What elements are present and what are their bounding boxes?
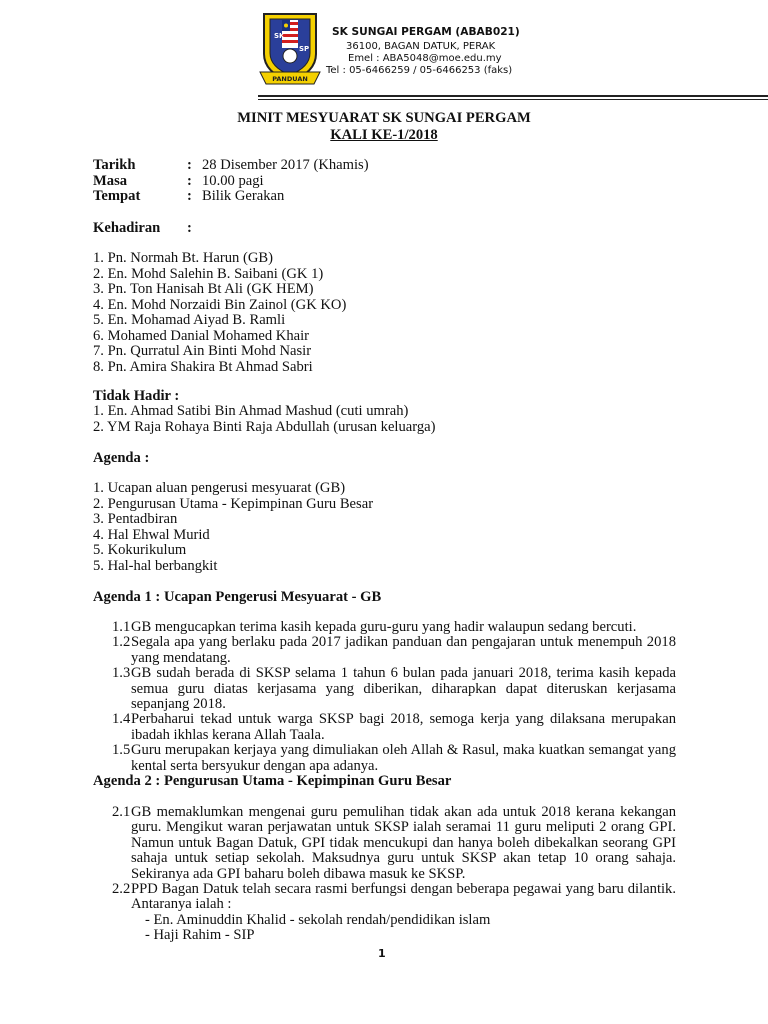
agenda-item: 1.4 Perbaharui tekad untuk warga SKSP bagi 2018, semoga kerja yang dilaksana merupakan ibadah ikhlas kerana Allah Taala.: [112, 711, 676, 743]
info-label: Tempat: [93, 188, 141, 204]
list-item: 2. Pengurusan Utama - Kepimpinan Guru Besar: [93, 495, 374, 512]
agenda-item: 2.2 PPD Bagan Datuk telah secara rasmi berfungsi dengan beberapa pegawai yang baru dilantik. Antaranya ialah :: [112, 881, 676, 913]
agenda-heading: Agenda :: [93, 450, 150, 466]
info-label: Masa: [93, 172, 128, 189]
list-item: 2. YM Raja Rohaya Binti Raja Abdullah (urusan keluarga): [93, 418, 436, 435]
title-line-2: KALI KE-1/2018: [330, 127, 438, 143]
info-value: 28 Disember 2017 (Khamis): [202, 157, 369, 173]
document-title: [0, 111, 768, 145]
meeting-info: [93, 158, 369, 205]
absent-list: [93, 404, 435, 435]
school-address: 36100, BAGAN DATUK, PERAK: [346, 41, 496, 52]
list-item: 3. Pn. Ton Hanisah Bt Ali (GK HEM): [93, 281, 314, 297]
list-item: 4. En. Mohd Norzaidi Bin Zainol (GK KO): [93, 296, 347, 313]
school-name: SK SUNGAI PERGAM (ABAB021): [332, 26, 520, 38]
absent-heading: Tidak Hadir :: [93, 388, 180, 404]
agenda1-items: [92, 620, 676, 774]
info-row-place: Tempat : Bilik Gerakan: [93, 188, 285, 204]
school-email: Emel : ABA5048@moe.edu.my: [348, 53, 502, 64]
list-item: 4. Hal Ehwal Murid: [93, 526, 210, 543]
list-item: 2. En. Mohd Salehin B. Saibani (GK 1): [93, 265, 324, 282]
page-number: 1: [378, 947, 386, 960]
school-logo: [258, 10, 322, 88]
agenda-item: 1.5 Guru merupakan kerjaya yang dimuliakan oleh Allah & Rasul, maka kuatkan semangat yang kental serta bersyukur dengan apa adanya.: [112, 742, 676, 774]
logo-motto-text: PANDUAN: [272, 75, 308, 83]
info-row-date: Tarikh : 28 Disember 2017 (Khamis): [93, 157, 369, 173]
agenda1-heading: Agenda 1 : Ucapan Pengerusi Mesyuarat - GB: [93, 589, 382, 605]
list-item: 3. Pentadbiran: [93, 511, 178, 527]
info-label: Tarikh: [93, 157, 136, 173]
info-value: 10.00 pagi: [202, 172, 264, 189]
agenda-item: 1.1 GB mengucapkan terima kasih kepada guru-guru yang hadir walaupun sedang bercuti.: [112, 619, 637, 635]
title-line-1: MINIT MESYUARAT SK SUNGAI PERGAM: [237, 110, 531, 126]
list-item: 5. Hal-hal berbangkit: [93, 557, 218, 574]
agenda-list: [93, 481, 373, 574]
sub-item: - En. Aminuddin Khalid - sekolah rendah/pendidikan islam: [145, 911, 491, 928]
school-telephone: Tel : 05-6466259 / 05-6466253 (faks): [326, 65, 513, 76]
list-item: 7. Pn. Qurratul Ain Binti Mohd Nasir: [93, 343, 312, 359]
attendance-list: [93, 251, 346, 375]
header-divider-thin: [258, 99, 768, 100]
info-value: Bilik Gerakan: [202, 188, 285, 204]
list-item: 1. Pn. Normah Bt. Harun (GB): [93, 250, 273, 266]
info-row-time: Masa : 10.00 pagi: [93, 172, 264, 189]
list-item: 1. Ucapan aluan pengerusi mesyuarat (GB): [93, 480, 346, 496]
agenda2-items: [92, 805, 676, 944]
agenda-item: 1.2 Segala apa yang berlaku pada 2017 jadikan panduan dan pengajaran untuk menempuh 2018 yang mendatang.: [112, 634, 676, 666]
agenda2-heading: Agenda 2 : Pengurusan Utama - Kepimpinan Guru Besar: [93, 773, 452, 789]
header-divider: [258, 95, 768, 97]
agenda-item: 2.1 GB memaklumkan mengenai guru pemulihan tidak akan ada untuk 2018 kerana kekangan guru. Mengikut waran perjawatan untuk SKSP ialah seramai 11 guru meliputi 2 orang GPI. Namun untuk Bagan Datuk, GPI tidak mencukupi dan hanya boleh dibekalkan seorang GPI sahaja untuk setiap sekolah. Maksudnya guru untuk SKSP akan tetap 10 orang sahaja. Sekiranya ada GPI baharu boleh dibawa masuk ke SKSP.: [112, 804, 676, 882]
agenda-item: 1.3 GB sudah berada di SKSP selama 1 tahun 6 bulan pada januari 2018, terima kasih kepada semua guru diatas kerjasama yang diberikan, diharapkan dapat diteruskan kerjasama sepanjang 2018.: [112, 665, 676, 713]
sub-item: - Haji Rahim - SIP: [145, 927, 255, 944]
logo-sk-text: SK: [274, 32, 285, 40]
list-item: 6. Mohamed Danial Mohamed Khair: [93, 327, 310, 344]
attendance-heading: Kehadiran :: [93, 220, 192, 236]
list-item: 8. Pn. Amira Shakira Bt Ahmad Sabri: [93, 358, 313, 375]
logo-sp-text: SP: [299, 45, 310, 53]
list-item: 5. Kokurikulum: [93, 542, 187, 558]
list-item: 5. En. Mohamad Aiyad B. Ramli: [93, 312, 286, 328]
list-item: 1. En. Ahmad Satibi Bin Ahmad Mashud (cuti umrah): [93, 403, 409, 419]
